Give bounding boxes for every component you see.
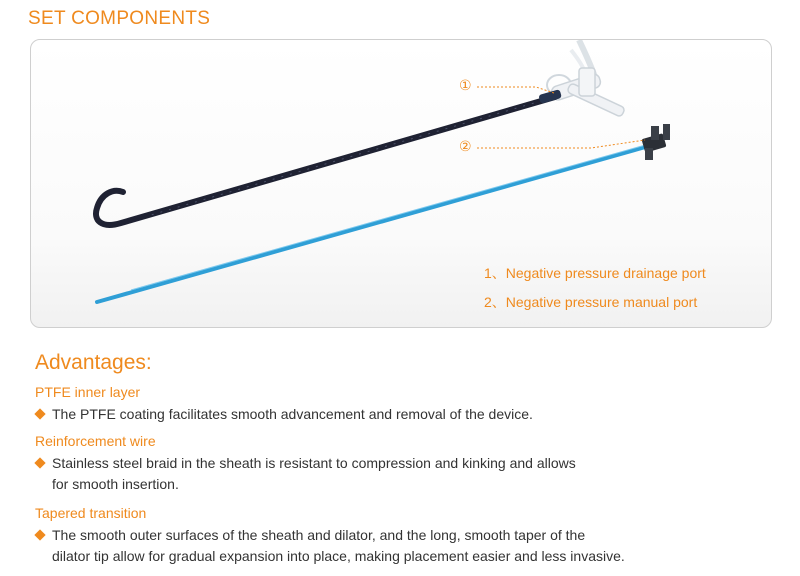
bullet-icon xyxy=(34,457,45,468)
bullet-icon xyxy=(34,529,45,540)
callout-port-2: ② xyxy=(459,138,472,154)
callout-port-1: ① xyxy=(459,77,472,93)
product-image-panel xyxy=(30,39,772,328)
bullet-icon xyxy=(34,408,45,419)
advantage-text-wire: Stainless steel braid in the sheath is resistant to compression and kinking and allows for smooth insertion. xyxy=(52,455,576,492)
section-title: SET COMPONENTS xyxy=(28,8,211,29)
legend-port-1: 1、Negative pressure drainage port xyxy=(484,265,706,281)
advantage-text-ptfe: The PTFE coating facilitates smooth advancement and removal of the device. xyxy=(52,406,533,422)
advantage-text-taper: The smooth outer surfaces of the sheath and dilator, and the long, smooth taper of the dilator tip allow for gradual expansion into place, making placement easier and less invasive. xyxy=(52,527,625,564)
dilator-hub xyxy=(641,124,670,160)
advantage-heading-taper: Tapered transition xyxy=(35,505,147,521)
advantages-title: Advantages: xyxy=(35,351,152,374)
connector-hub xyxy=(547,40,625,117)
advantage-heading-ptfe: PTFE inner layer xyxy=(35,384,141,400)
sheath xyxy=(96,97,555,225)
sheath-dilator-illustration xyxy=(31,40,771,327)
legend-port-2: 2、Negative pressure manual port xyxy=(484,294,698,310)
advantage-heading-wire: Reinforcement wire xyxy=(35,433,156,449)
